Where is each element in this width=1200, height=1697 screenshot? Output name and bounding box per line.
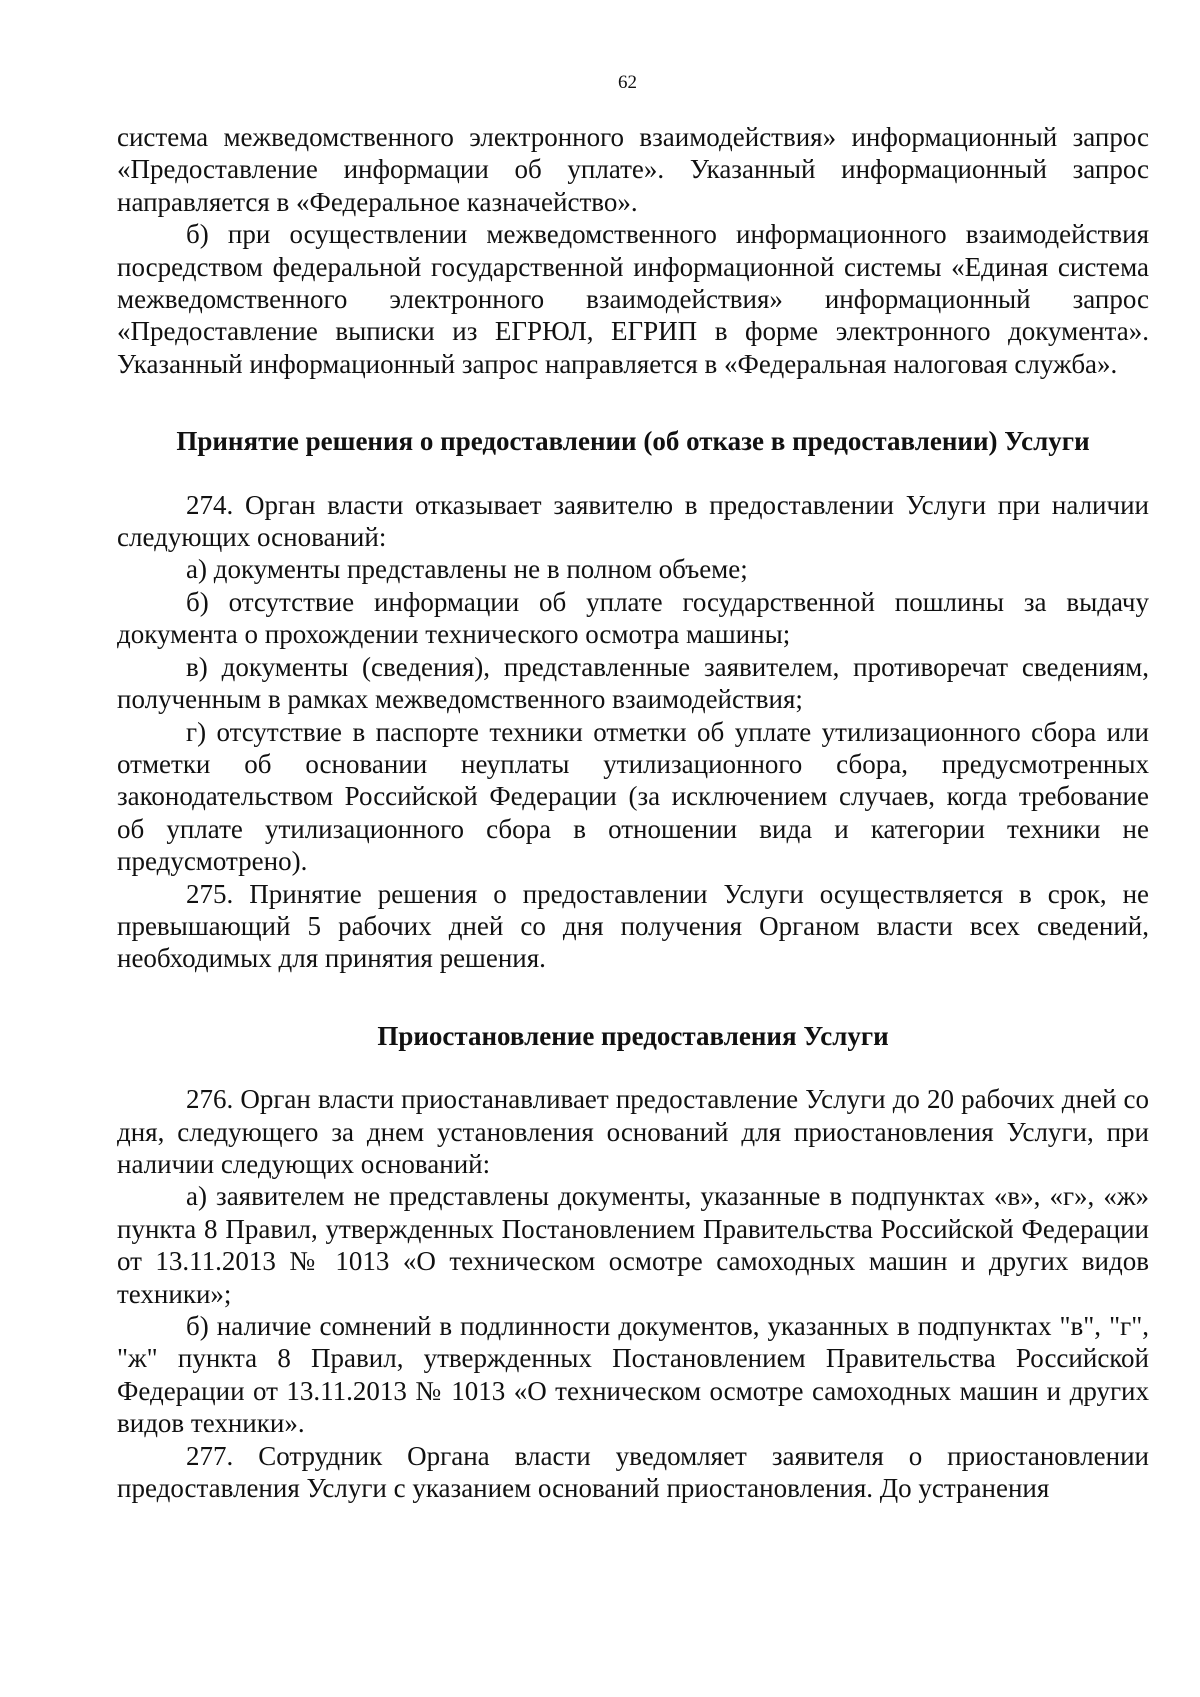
paragraph-276-b: б) наличие сомнений в подлинности документов, указанных в подпунктах "в", "г", "ж" пункта 8 Правил, утвержденных Постановлением Правительства Российской Федерации от 13.11.2013 № 1013 «О техническом осмотре самоходных машин и других видов техники». [117, 1311, 1149, 1439]
paragraph-item-b: б) при осуществлении межведомственного информационного взаимодействия посредством федеральной государственной информационной системы «Единая система межведомственного электронного взаимодействия» информационный запрос «Предоставление выписки из ЕГРЮЛ, ЕГРИП в форме электронного документа». Указанный информационный запрос направляется в «Федеральная налоговая служба». [117, 219, 1149, 379]
section-heading-suspension: Приостановление предоставления Услуги [377, 1020, 889, 1051]
paragraph-274-a: а) документы представлены не в полном объеме; [186, 554, 748, 585]
page-number: 62 [618, 72, 637, 93]
document-body [117, 121, 1149, 1504]
paragraph-276: 276. Орган власти приостанавливает предоставление Услуги до 20 рабочих дней со дня, следующего за днем установления оснований для приостановления Услуги, при наличии следующих оснований: [117, 1084, 1149, 1179]
paragraph-275: 275. Принятие решения о предоставлении Услуги осуществляется в срок, не превышающий 5 рабочих дней со дня получения Органом власти всех сведений, необходимых для принятия решения. [117, 878, 1149, 974]
section-heading-decision: Принятие решения о предоставлении (об отказе в предоставлении) Услуги [176, 426, 1090, 457]
paragraph-274: 274. Орган власти отказывает заявителю в предоставлении Услуги при наличии следующих оснований: [117, 489, 1149, 553]
paragraph-continuation: система межведомственного электронного взаимодействия» информационный запрос «Предоставление информации об уплате». Указанный информационный запрос направляется в «Федеральное казначейство». [117, 122, 1149, 217]
paragraph-274-b: б) отсутствие информации об уплате государственной пошлины за выдачу документа о прохождении технического осмотра машины; [117, 586, 1149, 650]
paragraph-274-g: г) отсутствие в паспорте техники отметки об уплате утилизационного сбора или отметки об основании неуплаты утилизационного сбора, предусмотренных законодательством Российской Федерации (за исключением случаев, когда требование об уплате утилизационного сбора в отношении вида и категории техники не предусмотрено). [117, 716, 1149, 877]
paragraph-277: 277. Сотрудник Органа власти уведомляет заявителя о приостановлении предоставления Услуги с указанием оснований приостановления. До устранения [117, 1440, 1149, 1504]
paragraph-274-v: в) документы (сведения), представленные заявителем, противоречат сведениям, полученным в рамках межведомственного взаимодействия; [117, 651, 1149, 715]
paragraph-276-a: а) заявителем не представлены документы, указанные в подпунктах «в», «г», «ж» пункта 8 Правил, утвержденных Постановлением Правительства Российской Федерации от 13.11.2013 № 1013 «О техническом осмотре самоходных машин и других видов техники»; [117, 1181, 1149, 1309]
